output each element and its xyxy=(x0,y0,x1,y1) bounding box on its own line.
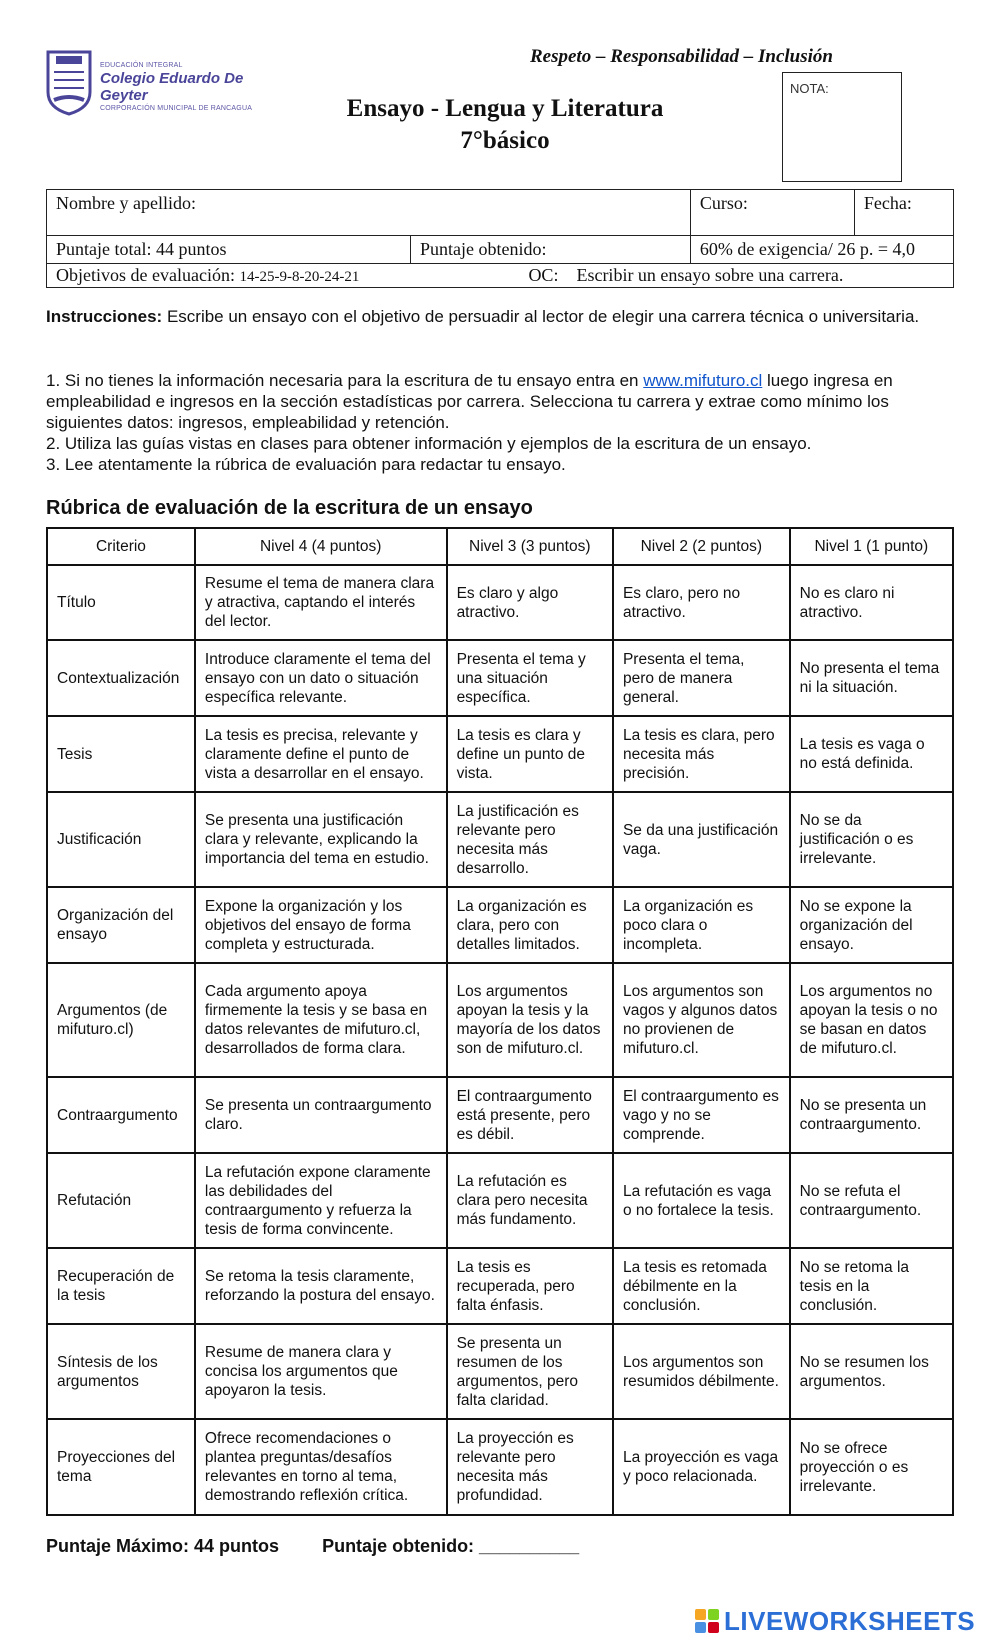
criterion-cell: Tesis xyxy=(47,716,195,792)
obtained-score[interactable]: Puntaje obtenido: __________ xyxy=(322,1536,580,1556)
oc-label: OC: xyxy=(528,265,559,285)
mifuturo-link[interactable]: www.mifuturo.cl xyxy=(643,371,763,390)
level-1-cell: No se presenta un contraargumento. xyxy=(790,1077,953,1153)
header-nivel-3: Nivel 3 (3 puntos) xyxy=(447,528,613,565)
level-2-cell: La organización es poco clara o incompleta. xyxy=(613,887,790,963)
name-field[interactable]: Nombre y apellido: xyxy=(47,190,691,236)
level-4-cell: Expone la organización y los objetivos del ensayo de forma completa y estructurada. xyxy=(195,887,447,963)
level-1-cell: Los argumentos no apoyan la tesis o no se basan en datos de mifuturo.cl. xyxy=(790,963,953,1077)
page-title: Ensayo - Lengua y Literatura xyxy=(346,95,664,122)
instructions-intro xyxy=(46,306,956,327)
level-1-cell: No es claro ni atractivo. xyxy=(790,565,953,640)
requirement-text: 60% de exigencia/ 26 p. = 4,0 xyxy=(690,236,953,264)
table-row xyxy=(47,887,953,963)
table-row xyxy=(47,1248,953,1324)
instruction-step-3: 3. Lee atentamente la rúbrica de evaluación para redactar tu ensayo. xyxy=(46,455,566,474)
logo-small-bottom: CORPORACIÓN MUNICIPAL DE RANCAGUA xyxy=(100,105,253,112)
level-2-cell: La refutación es vaga o no fortalece la tesis. xyxy=(613,1153,790,1248)
level-3-cell: Presenta el tema y una situación específica. xyxy=(447,640,613,716)
table-row xyxy=(47,1324,953,1419)
table-row xyxy=(47,716,953,792)
level-2-cell: Es claro, pero no atractivo. xyxy=(613,565,790,640)
level-1-cell: No se retoma la tesis en la conclusión. xyxy=(790,1248,953,1324)
level-3-cell: La refutación es clara pero necesita más fundamento. xyxy=(447,1153,613,1248)
instructions-steps xyxy=(46,370,956,475)
obtained-score-field[interactable]: Puntaje obtenido: xyxy=(411,236,691,264)
date-field[interactable]: Fecha: xyxy=(854,190,953,236)
objectives-row: Objetivos de evaluación: 14-25-9-8-20-24-21 OC: Escribir un ensayo sobre una carrera. xyxy=(47,264,954,288)
table-row xyxy=(47,792,953,887)
course-field[interactable]: Curso: xyxy=(690,190,854,236)
level-3-cell: Se presenta un resumen de los argumentos, pero falta claridad. xyxy=(447,1324,613,1419)
level-4-cell: Resume de manera clara y concisa los argumentos que apoyaron la tesis. xyxy=(195,1324,447,1419)
level-4-cell: Se presenta un contraargumento claro. xyxy=(195,1077,447,1153)
table-row xyxy=(47,963,953,1077)
watermark-text: LIVEWORKSHEETS xyxy=(724,1606,976,1636)
level-2-cell: La tesis es retomada débilmente en la conclusión. xyxy=(613,1248,790,1324)
instruction-step-2: 2. Utiliza las guías vistas en clases para obtener información y ejemplos de la escritura de un ensayo. xyxy=(46,434,812,453)
header-nivel-4: Nivel 4 (4 puntos) xyxy=(195,528,447,565)
criterion-cell: Contraargumento xyxy=(47,1077,195,1153)
grade-box[interactable] xyxy=(782,72,902,182)
level-4-cell: Cada argumento apoya firmemente la tesis y se basa en datos relevantes de mifuturo.cl, desarrollados de forma clara. xyxy=(195,963,447,1077)
student-info-table xyxy=(46,189,954,288)
level-1-cell: No se ofrece proyección o es irrelevante. xyxy=(790,1419,953,1515)
instruction-step-1: 1. Si no tienes la información necesaria para la escritura de tu ensayo entra en www.mifuturo.cl luego ingresa en empleabilidad e ingresos en la sección estadísticas por carrera. Selecciona tu carrera y extrae como mínimo los siguientes datos: ingresos, empleabilidad y retención. xyxy=(46,371,893,432)
table-row xyxy=(47,1077,953,1153)
rubric-title: Rúbrica de evaluación de la escritura de un ensayo xyxy=(46,497,533,519)
level-4-cell: Introduce claramente el tema del ensayo con un dato o situación específica relevante. xyxy=(195,640,447,716)
objectives-codes: 14-25-9-8-20-24-21 xyxy=(239,269,360,285)
level-1-cell: No se expone la organización del ensayo. xyxy=(790,887,953,963)
criterion-cell: Justificación xyxy=(47,792,195,887)
school-logo xyxy=(46,50,276,118)
level-3-cell: La tesis es recuperada, pero falta énfasis. xyxy=(447,1248,613,1324)
oc-text: Escribir un ensayo sobre una carrera. xyxy=(576,265,844,285)
header-criterio: Criterio xyxy=(47,528,195,565)
rubric-table xyxy=(46,527,954,1516)
table-row xyxy=(47,1419,953,1515)
criterion-cell: Título xyxy=(47,565,195,640)
total-score: Puntaje total: 44 puntos xyxy=(47,236,411,264)
level-2-cell: La proyección es vaga y poco relacionada. xyxy=(613,1419,790,1515)
liveworksheets-icon xyxy=(694,1608,720,1634)
level-4-cell: La tesis es precisa, relevante y claramente define el punto de vista a desarrollar en el ensayo. xyxy=(195,716,447,792)
criterion-cell: Refutación xyxy=(47,1153,195,1248)
page-subtitle: 7°básico xyxy=(460,127,550,154)
table-row xyxy=(47,1153,953,1248)
level-2-cell: Presenta el tema, pero de manera general. xyxy=(613,640,790,716)
level-3-cell: La tesis es clara y define un punto de vista. xyxy=(447,716,613,792)
criterion-cell: Recuperación de la tesis xyxy=(47,1248,195,1324)
level-3-cell: El contraargumento está presente, pero es débil. xyxy=(447,1077,613,1153)
header-nivel-2: Nivel 2 (2 puntos) xyxy=(613,528,790,565)
level-3-cell: La proyección es relevante pero necesita más profundidad. xyxy=(447,1419,613,1515)
level-4-cell: Se presenta una justificación clara y relevante, explicando la importancia del tema en estudio. xyxy=(195,792,447,887)
level-4-cell: Resume el tema de manera clara y atractiva, captando el interés del lector. xyxy=(195,565,447,640)
rubric-header-row xyxy=(47,528,953,565)
instructions-label: Instrucciones: xyxy=(46,307,163,326)
level-2-cell: La tesis es clara, pero necesita más precisión. xyxy=(613,716,790,792)
level-3-cell: Es claro y algo atractivo. xyxy=(447,565,613,640)
table-row xyxy=(47,640,953,716)
max-score: Puntaje Máximo: 44 puntos xyxy=(46,1536,280,1556)
table-row xyxy=(47,565,953,640)
school-values: Respeto – Responsabilidad – Inclusión xyxy=(530,46,833,67)
level-1-cell: No presenta el tema ni la situación. xyxy=(790,640,953,716)
logo-school-name: Colegio Eduardo De Geyter xyxy=(100,70,244,104)
header-nivel-1: Nivel 1 (1 punto) xyxy=(790,528,953,565)
level-1-cell: No se refuta el contraargumento. xyxy=(790,1153,953,1248)
criterion-cell: Proyecciones del tema xyxy=(47,1419,195,1515)
criterion-cell: Contextualización xyxy=(47,640,195,716)
level-1-cell: La tesis es vaga o no está definida. xyxy=(790,716,953,792)
level-1-cell: No se resumen los argumentos. xyxy=(790,1324,953,1419)
level-4-cell: Ofrece recomendaciones o plantea preguntas/desafíos relevantes en torno al tema, demostrando reflexión crítica. xyxy=(195,1419,447,1515)
level-3-cell: La organización es clara, pero con detalles limitados. xyxy=(447,887,613,963)
level-2-cell: El contraargumento es vago y no se comprende. xyxy=(613,1077,790,1153)
criterion-cell: Argumentos (de mifuturo.cl) xyxy=(47,963,195,1077)
score-footer xyxy=(46,1536,617,1557)
grade-label: NOTA: xyxy=(790,81,829,96)
level-1-cell: No se da justificación o es irrelevante. xyxy=(790,792,953,887)
level-2-cell: Los argumentos son vagos y algunos datos no provienen de mifuturo.cl. xyxy=(613,963,790,1077)
shield-icon xyxy=(46,50,92,116)
instructions-text: Escribe un ensayo con el objetivo de persuadir al lector de elegir una carrera técnica o universitaria. xyxy=(166,307,920,326)
level-3-cell: Los argumentos apoyan la tesis y la mayoría de los datos son de mifuturo.cl. xyxy=(447,963,613,1077)
level-3-cell: La justificación es relevante pero necesita más desarrollo. xyxy=(447,792,613,887)
level-2-cell: Los argumentos son resumidos débilmente. xyxy=(613,1324,790,1419)
level-4-cell: Se retoma la tesis claramente, reforzando la postura del ensayo. xyxy=(195,1248,447,1324)
criterion-cell: Síntesis de los argumentos xyxy=(47,1324,195,1419)
level-2-cell: Se da una justificación vaga. xyxy=(613,792,790,887)
logo-small-top: EDUCACIÓN INTEGRAL xyxy=(100,62,183,69)
level-4-cell: La refutación expone claramente las debilidades del contraargumento y refuerza la tesis de forma convincente. xyxy=(195,1153,447,1248)
criterion-cell: Organización del ensayo xyxy=(47,887,195,963)
